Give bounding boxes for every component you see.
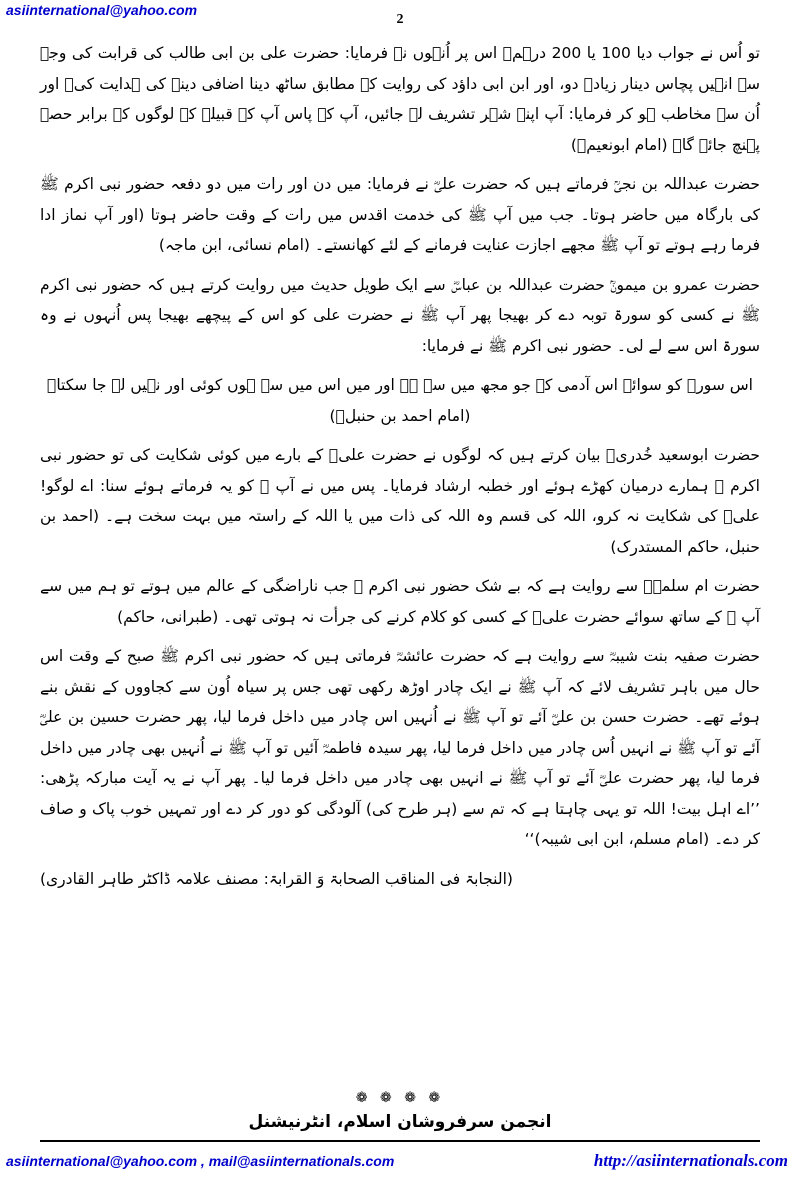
footer-emails[interactable]: asiinternational@yahoo.com , mail@asiinternationals.com bbox=[6, 1153, 395, 1169]
ornament-stars: ❁ ❁ ❁ ❁ bbox=[355, 1090, 445, 1106]
source-citation: (النجابۃ فی المناقب الصحابۃ وَ القرابۃ: مصنف علامہ ڈاکٹر طاہر القادری) bbox=[40, 869, 513, 888]
page-number: 2 bbox=[396, 12, 404, 27]
document-body bbox=[40, 38, 760, 894]
paragraph-4: حضرت ابوسعید خُدریؓ بیان کرتے ہیں کہ لوگوں نے حضرت علیؓ کے بارے میں کوئی شکایت کی تو حضور نبی اکرم ﷺ ہمارے درمیان کھڑے ہوئے اور خطبہ ارشاد فرمایا۔ پس میں نے آپ ﷺ کو یہ فرماتے ہوئے سنا: اے لوگو! علیؓ کی شکایت نہ کرو، اللہ کی قسم وہ اللہ کی ذات میں یا اللہ کے راستہ میں بہت سخت ہے۔ (احمد بن حنبل، حاکم المستدرک) bbox=[40, 446, 760, 556]
header-email: asiinternational@yahoo.com bbox=[6, 2, 198, 18]
paragraph-2: حضرت عبداللہ بن نجیؒ فرماتے ہیں کہ حضرت علیؓ نے فرمایا: میں دن اور رات میں دو دفعہ حضور نبی اکرم ﷺ کی بارگاہ میں حاضر ہوتا۔ جب میں آپ ﷺ کی خدمت اقدس میں رات کے وقت حاضر ہوتا (اور آپ نماز ادا فرما رہے ہوتے تو آپ ﷺ مجھے اجازت عنایت فرمانے کے لئے کھانستے۔ (امام نسائی، ابن ماجہ) bbox=[40, 175, 760, 254]
paragraph-5: حضرت ام سلمہؓ سے روایت ہے کہ بے شک حضور نبی اکرم ﷺ جب ناراضگی کے عالم میں ہوتے تو ہم میں سے آپ ﷺ کے ساتھ سوائے حضرت علیؓ کے کسی کو کلام کرنے کی جرأت نہ ہوتی تھی۔ (طبرانی، حاکم) bbox=[40, 577, 760, 626]
hadith-quote: اس سورۃ کو سوائے اس آدمی کے جو مجھ میں سے ہے اور میں اس میں سے ہوں کوئی اور نہیں لے جا سکتا۔ (امام احمد بن حنبلؒ) bbox=[47, 376, 753, 425]
footer-website-link[interactable]: http://asiinternationals.com bbox=[593, 1151, 788, 1170]
footer-divider bbox=[40, 1140, 760, 1142]
paragraph-3: حضرت عمرو بن میمونؒ حضرت عبداللہ بن عباسؓ سے ایک طویل حدیث میں روایت کرتے ہیں کہ حضور نبی اکرم ﷺ نے کسی کو سورۃ توبہ دے کر بھیجا پھر آپ ﷺ نے حضرت علی کو اس کے پیچھے بھیجا پس اُنہوں نے وہ سورۃ اس سے لے لی۔ حضور نبی اکرم ﷺ نے فرمایا: bbox=[40, 275, 760, 355]
paragraph-6: حضرت صفیہ بنت شیبہؓ سے روایت ہے کہ حضرت عائشہؓ فرماتی ہیں کہ حضور نبی اکرم ﷺ صبح کے وقت اس حال میں باہر تشریف لائے کہ آپ ﷺ نے ایک چادر اوڑھ رکھی تھی جس پر سیاہ اُون سے کجاووں کے نقش بنے ہوئے تھے۔ حضرت حسن بن علیؓ آئے تو آپ ﷺ نے اُنہیں اس چادر میں داخل فرما لیا، پھر حضرت حسین بن علیؓ آئے تو آپ ﷺ نے انہیں اُس چادر میں داخل فرما لیا، پھر سیدہ فاطمہؓ آئیں تو آپ ﷺ نے اُنہیں بھی چادر میں داخل فرما لیا، پھر حضرت علیؓ آئے تو آپ ﷺ نے انہیں بھی چادر میں داخل فرما لیا۔ پھر آپ نے یہ آیت مبارکہ پڑھی: ’’اے اہل بیت! اللہ تو یہی چاہتا ہے کہ تم سے (ہر طرح کی) آلودگی کو دور کر دے اور تمہیں خوب پاک و صاف کر دے۔ (امام مسلم، ابن ابی شیبہ)‘‘ bbox=[40, 647, 760, 848]
paragraph-1: تو اُس نے جواب دیا 100 یا 200 درہم۔ اس پر اُنہوں نے فرمایا: حضرت علی بن ابی طالب کی قرابت کی وجہ سے انہیں پچاس دینار زیادہ دو، اور ابن ابی داؤد کی روایت کے مطابق ساٹھ دینا اضافی دینے کی ہدایت کی۔ اور اُن سے مخاطب ہو کر فرمایا: آپ اپنے شہر تشریف لے جائیں، آپ کے پاس آپ کے قبیلہ کے لوگوں کے برابر حصہ پہنچ جائے گا۔ (امام ابونعیمؒ) bbox=[40, 44, 760, 154]
organization-name: انجمن سرفروشان اسلام، انٹرنیشنل bbox=[248, 1112, 552, 1132]
